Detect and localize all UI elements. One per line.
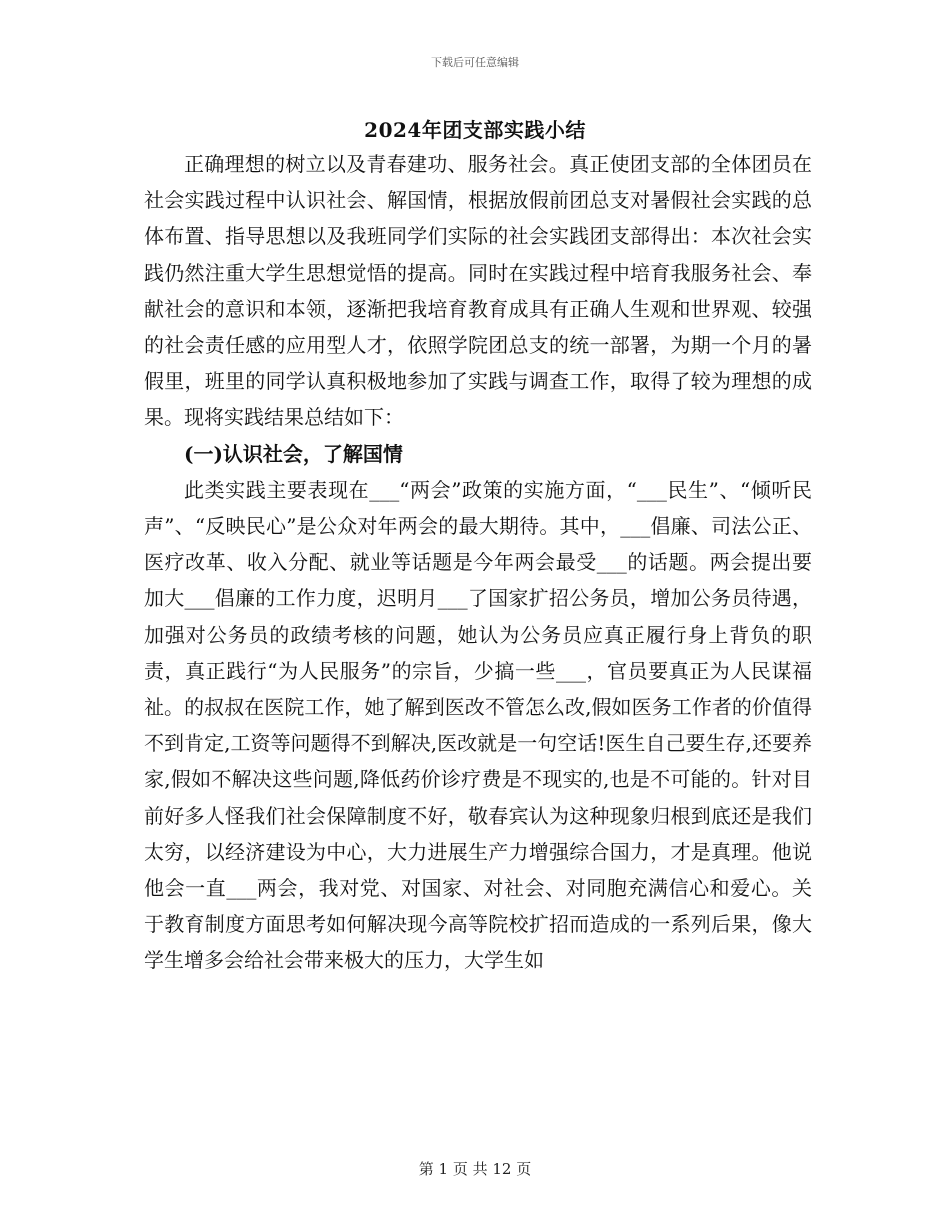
document-title: 2024年团支部实践小结 [364, 118, 586, 142]
document-body [144, 146, 812, 979]
intro-paragraph: 正确理想的树立以及青春建功、服务社会。真正使团支部的全体团员在社会实践过程中认识社会、解国情，根据放假前团总支对暑假社会实践的总体布置、指导思想以及我班同学们实际的社会实践团支部得出：本次社会实践仍然注重大学生思想觉悟的提高。同时在实践过程中培育我服务社会、奉献社会的意识和本领，逐渐把我培育教育成具有正确人生观和世界观、较强的社会责任感的应用型人才，依照学院团总支的统一部署，为期一个月的暑假里，班里的同学认真积极地参加了实践与调查工作，取得了较为理想的成果。现将实践结果总结如下： [144, 152, 812, 430]
header-note: 下载后可任意编辑 [431, 56, 519, 69]
section-heading: (一)认识社会，了解国情 [184, 441, 403, 466]
page-number: 第 1 页 共 12 页 [418, 1160, 532, 1178]
section-paragraph: 此类实践主要表现在___“两会”政策的实施方面，“___民生”、“倾听民声”、“反映民心”是公众对年两会的最大期待。其中，___倡廉、司法公正、医疗改革、收入分配、就业等话题是今年两会最受___的话题。两会提出要加大___倡廉的工作力度，迟明月___了国家扩招公务员，增加公务员待遇，加强对公务员的政绩考核的问题，她认为公务员应真正履行身上背负的职责，真正践行“为人民服务”的宗旨，少搞一些___，官员要真正为人民谋福祉。的叔叔在医院工作，她了解到医改不管怎么改,假如医务工作者的价值得不到肯定,工资等问题得不到解决,医改就是一句空话!医生自己要生存,还要养家,假如不解决这些问题,降低药价诊疗费是不现实的,也是不可能的。针对目前好多人怪我们社会保障制度不好，敬春宾认为这种现象归根到底还是我们太穷，以经济建设为中心，大力进展生产力增强综合国力，才是真理。他说他会一直___两会，我对党、对国家、对社会、对同胞充满信心和爱心。关于教育制度方面思考如何解决现今高等院校扩招而造成的一系列后果，像大学生增多会给社会带来极大的压力，大学生如 [144, 477, 812, 973]
